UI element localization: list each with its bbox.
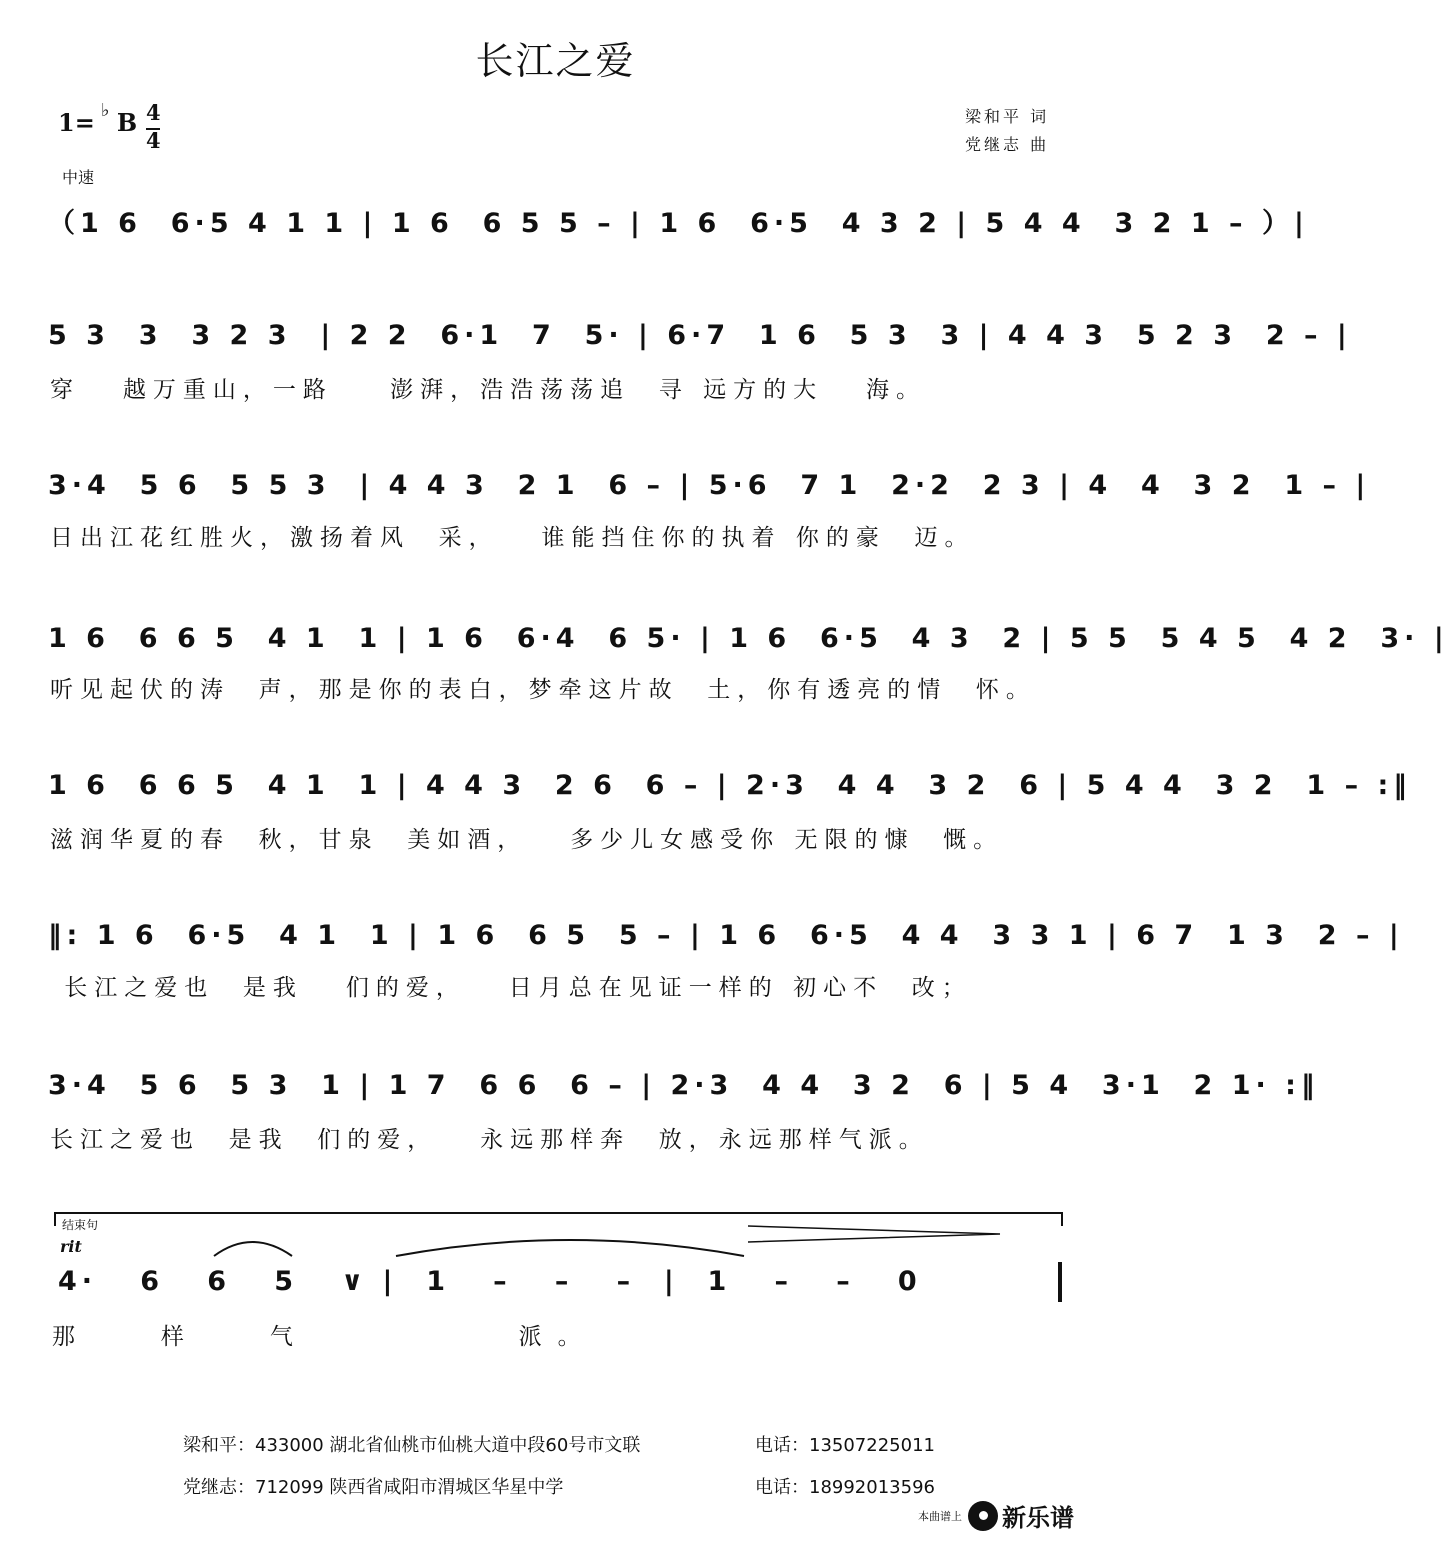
final-barline — [1058, 1262, 1062, 1302]
score-line-6: ‖: 1 6 6·5 4 1 1 | 1 6 6 5 5 – | 1 6 6·5 4 4 3 3 1 | 6 7 1 3 2 – | — [48, 920, 1404, 951]
key-signature: 1= B — [58, 108, 138, 137]
contact-address-lyricist: 梁和平：433000 湖北省仙桃市仙桃大道中段60号市文联 — [183, 1435, 641, 1456]
lyric-line-4: 听见起伏的涛 声，那是你的表白，梦牵这片故 土，你有透亮的情 怀。 — [50, 677, 1036, 703]
score-line-4: 1 6 6 6 5 4 1 1 | 1 6 6·4 6 5· | 1 6 6·5 4 3 2 | 5 5 5 4 5 4 2 3· | — [48, 623, 1449, 654]
logo-text: 新乐谱 — [1002, 1504, 1074, 1532]
contact-phone-lyricist: 电话：13507225011 — [755, 1435, 935, 1456]
score-title: 长江之爱 — [475, 39, 636, 83]
flat-sign: ♭ — [101, 100, 110, 121]
time-signature-bottom: 4 — [146, 128, 161, 153]
score-line-2: 5 3 3 3 2 3 | 2 2 6·1 7 5· | 6·7 1 6 5 3 3 | 4 4 3 5 2 3 2 – | — [48, 320, 1352, 351]
contact-address-composer: 党继志：712099 陕西省咸阳市渭城区华星中学 — [183, 1477, 564, 1498]
lyric-line-7: 长江之爱也 是我 们的爱， 永远那样奔 放，永远那样气派。 — [50, 1127, 929, 1153]
ending-bracket-left — [54, 1212, 56, 1226]
contact-phone-composer: 电话：18992013596 — [755, 1477, 935, 1498]
record-icon — [968, 1501, 998, 1531]
lyric-line-6: 长江之爱也 是我 们的爱， 日月总在见证一样的 初心不 改； — [50, 975, 972, 1001]
logo-note: 本曲谱上 — [918, 1509, 962, 1523]
score-line-ending: 4· 6 6 5 ∨ | 1 – – – | 1 – – 0 — [58, 1266, 922, 1297]
composer-credit: 党继志 曲 — [965, 135, 1050, 154]
ending-bracket-right — [1061, 1212, 1063, 1226]
score-line-7: 3·4 5 6 5 3 1 | 1 7 6 6 6 – | 2·3 4 4 3 2 6 | 5 4 3·1 2 1· :‖ — [48, 1070, 1320, 1101]
lyric-line-5: 滋润华夏的春 秋，甘泉 美如酒， 多少儿女感受你 无限的慷 慨。 — [50, 827, 1004, 853]
site-logo[interactable] — [918, 1498, 1074, 1533]
score-line-intro: （1 6 6·5 4 1 1 | 1 6 6 5 5 – | 1 6 6·5 4 3 2 | 5 4 4 3 2 1 – ）| — [48, 208, 1309, 239]
time-signature-top: 4 — [146, 100, 161, 125]
lyric-line-3: 日出江花红胜火，激扬着风 采， 谁能挡住你的执着 你的豪 迈。 — [50, 525, 975, 551]
lyric-line-2: 穿 越万重山，一路 澎湃，浩浩荡荡追 寻 远方的大 海。 — [50, 377, 927, 403]
ritardando-marking: rit — [60, 1237, 82, 1256]
ending-label: 结束句 — [62, 1218, 99, 1232]
ending-bracket — [54, 1212, 1062, 1214]
score-line-3: 3·4 5 6 5 5 3 | 4 4 3 2 1 6 – | 5·6 7 1 2·2 2 3 | 4 4 3 2 1 – | — [48, 470, 1371, 501]
lyricist-credit: 梁和平 词 — [965, 107, 1050, 126]
tempo-marking: 中速 — [62, 168, 95, 187]
lyric-line-ending: 那 样 气 派。 — [52, 1324, 597, 1350]
score-line-5: 1 6 6 6 5 4 1 1 | 4 4 3 2 6 6 – | 2·3 4 4 3 2 6 | 5 4 4 3 2 1 – :‖ — [48, 770, 1412, 801]
